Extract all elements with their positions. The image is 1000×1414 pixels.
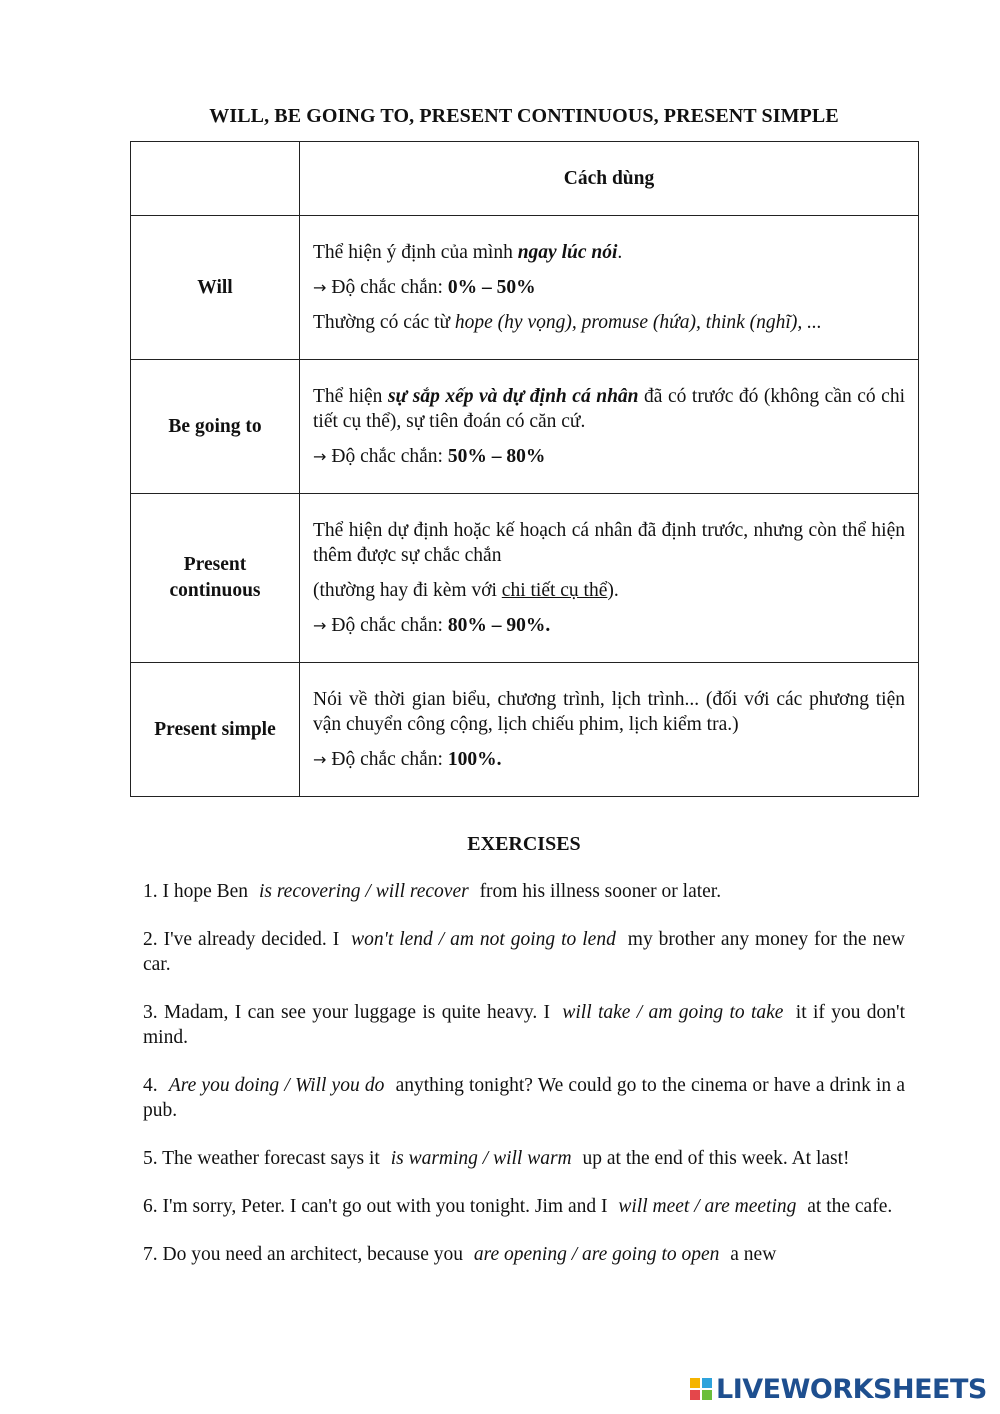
row-label-present-simple: Present simple xyxy=(131,663,300,797)
document-title: WILL, BE GOING TO, PRESENT CONTINUOUS, PRESENT SIMPLE xyxy=(209,105,839,127)
row-label-present-continuous: Present continuous xyxy=(131,494,300,663)
table-row-present-continuous xyxy=(131,494,919,663)
table-row-be-going-to xyxy=(131,360,919,494)
exercise-list xyxy=(143,879,905,1290)
header-empty-cell xyxy=(131,142,300,216)
answer-choice[interactable]: won't lend / am not going to lend xyxy=(351,929,616,950)
ps-line-1: Nói về thời gian biểu, chương trình, lịch trình... (đối với các phương tiện vận chuyển công cộng, lịch chiếu phim, lịch kiểm tra.) xyxy=(313,689,905,735)
exercise-item-4: 4. Are you doing / Will you do anything tonight? We could go to the cinema or have a drink in a pub. xyxy=(143,1075,906,1121)
exercise-item-5: 5. The weather forecast says it is warming / will warm up at the end of this week. At last! xyxy=(143,1148,850,1169)
answer-choice[interactable]: will take / am going to take xyxy=(562,1002,784,1023)
answer-choice[interactable]: is recovering / will recover xyxy=(258,881,469,902)
table-row-present-simple xyxy=(131,663,919,797)
will-line-3: Thường có các từ hope (hy vọng), promuse (hứa), think (nghĩ), ... xyxy=(313,312,822,333)
exercise-item-2: 2. I've already decided. I won't lend / am not going to lend my brother any money for the new car. xyxy=(143,929,905,975)
pc-line-2: (thường hay đi kèm với chi tiết cụ thể). xyxy=(313,580,619,601)
grammar-table xyxy=(130,141,919,797)
exercise-item-1: 1. I hope Ben is recovering / will recover from his illness sooner or later. xyxy=(143,881,722,902)
pc-line-1: Thể hiện dự định hoặc kế hoạch cá nhân đã định trước, nhưng còn thể hiện thêm được sự chắc chắn xyxy=(313,520,905,566)
liveworksheets-logo-icon xyxy=(690,1378,712,1400)
exercise-item-7: 7. Do you need an architect, because you are opening / are going to open a new xyxy=(143,1244,777,1265)
table-row-will xyxy=(131,216,919,360)
will-line-1: Thể hiện ý định của mình ngay lúc nói. xyxy=(313,242,623,263)
answer-choice[interactable]: is warming / will warm xyxy=(390,1148,572,1169)
will-line-2: → Độ chắc chắn: 0% – 50% xyxy=(313,277,536,298)
row-label-be-going-to: Be going to xyxy=(131,360,300,494)
liveworksheets-logo xyxy=(690,1374,987,1404)
row-label-will: Will xyxy=(131,216,300,360)
answer-choice[interactable]: are opening / are going to open xyxy=(473,1244,720,1265)
header-usage-cell: Cách dùng xyxy=(300,142,919,216)
usage-present-simple xyxy=(300,663,919,797)
liveworksheets-logo-text: LIVEWORKSHEETS xyxy=(716,1373,987,1405)
ps-line-2: → Độ chắc chắn: 100%. xyxy=(313,749,502,770)
right-arrow-icon: → xyxy=(313,616,327,635)
bgt-line-1: Thể hiện sự sắp xếp và dự định cá nhân đã có trước đó (không cần có chi tiết cụ thể), sự tiên đoán có căn cứ. xyxy=(313,386,905,432)
usage-will xyxy=(300,216,919,360)
table-header-row xyxy=(131,142,919,216)
right-arrow-icon: → xyxy=(313,750,327,769)
usage-be-going-to xyxy=(300,360,919,494)
exercise-item-6: 6. I'm sorry, Peter. I can't go out with you tonight. Jim and I will meet / are meeting at the cafe. xyxy=(143,1196,893,1217)
right-arrow-icon: → xyxy=(313,278,327,297)
right-arrow-icon: → xyxy=(313,447,327,466)
pc-line-3: → Độ chắc chắn: 80% – 90%. xyxy=(313,615,551,636)
bgt-line-2: → Độ chắc chắn: 50% – 80% xyxy=(313,446,546,467)
usage-present-continuous xyxy=(300,494,919,663)
answer-choice[interactable]: Are you doing / Will you do xyxy=(168,1075,385,1096)
exercises-title: EXERCISES xyxy=(467,833,581,855)
answer-choice[interactable]: will meet / are meeting xyxy=(618,1196,797,1217)
exercise-item-3: 3. Madam, I can see your luggage is quite heavy. I will take / am going to take it if you don't mind. xyxy=(143,1002,905,1048)
